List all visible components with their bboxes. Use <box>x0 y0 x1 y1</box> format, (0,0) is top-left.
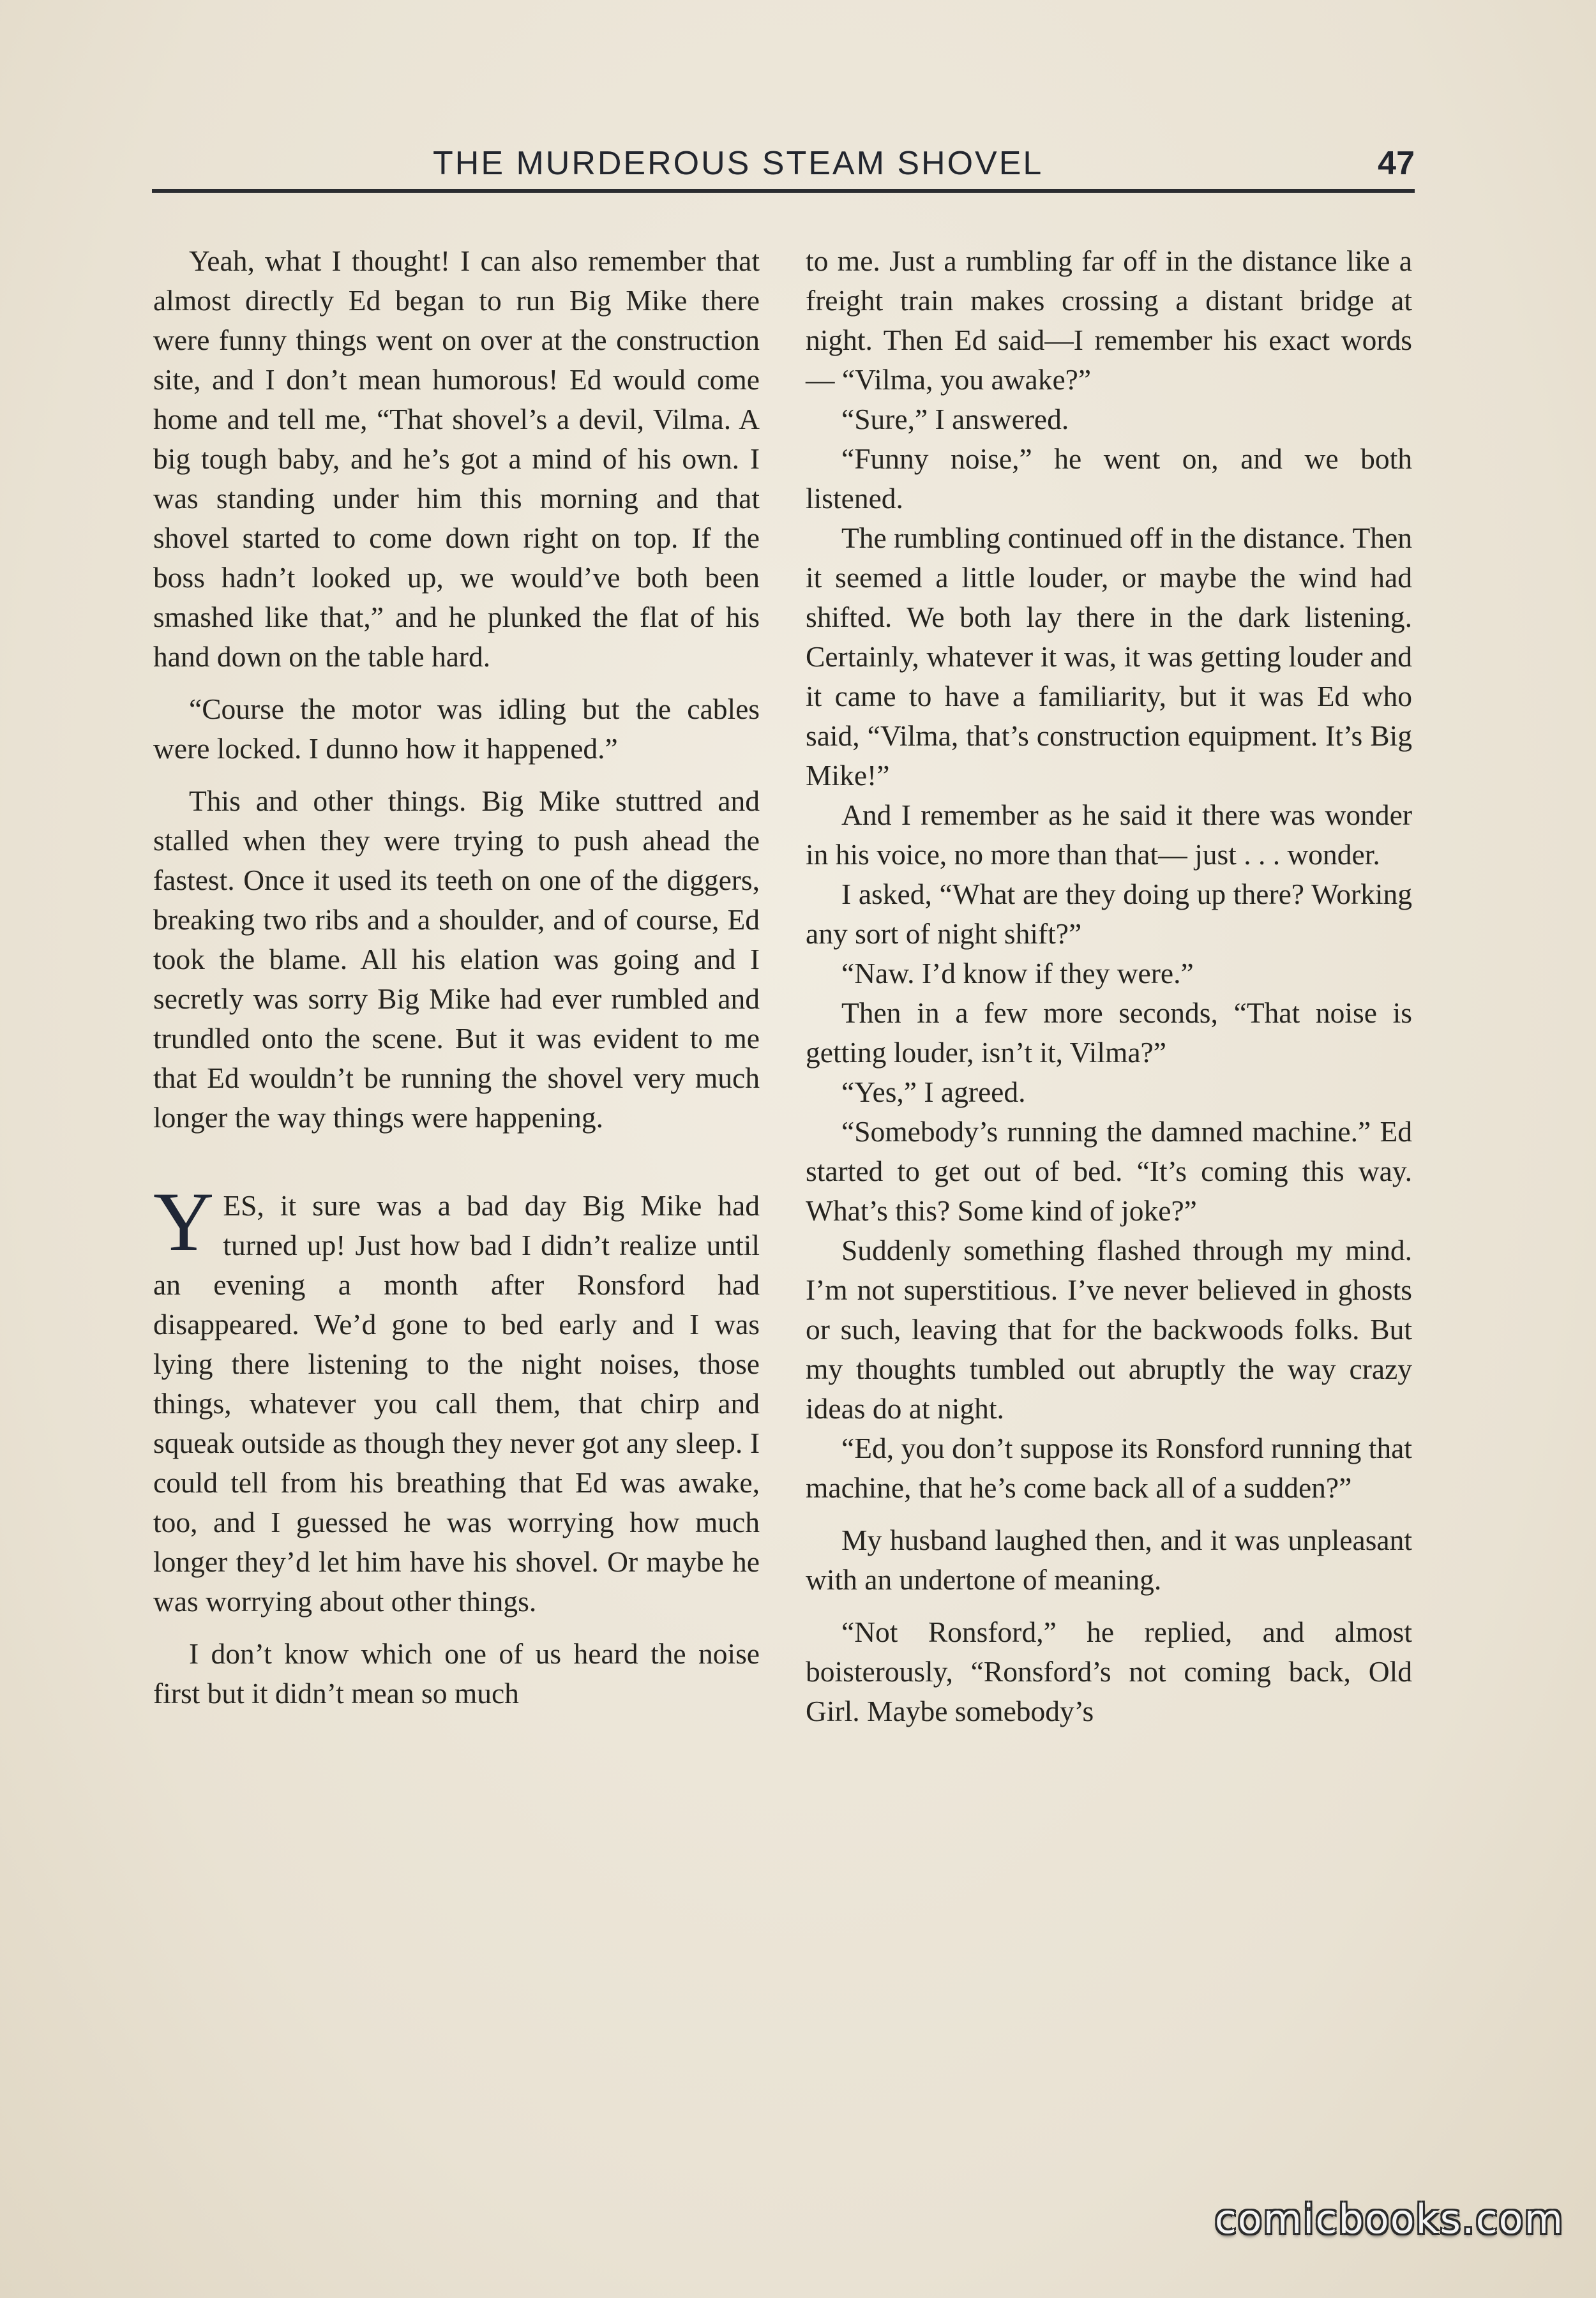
paragraph: “Naw. I’d know if they were.” <box>841 957 1194 989</box>
paragraph: I asked, “What are they doing up there? Working any sort of night shift?” <box>806 878 1412 950</box>
page-number: 47 <box>1378 145 1415 182</box>
running-title: THE MURDEROUS STEAM SHOVEL <box>433 145 1044 182</box>
paragraph: “Ed, you don’t suppose its Ronsford running that machine, that he’s come back all of a sudden?” <box>806 1432 1412 1504</box>
paragraph: “Funny noise,” he went on, and we both listened. <box>806 442 1412 514</box>
paragraph: And I remember as he said it there was wonder in his voice, no more than that— just . . . wonder. <box>806 799 1412 871</box>
left-column <box>153 241 760 1713</box>
paragraph: “Somebody’s running the damned machine.” Ed started to get out of bed. “It’s coming this way. What’s this? Some kind of joke?” <box>806 1115 1412 1227</box>
paragraph: “Course the motor was idling but the cables were locked. I dunno how it happened.” <box>153 693 760 765</box>
drop-cap: Y <box>153 1175 215 1268</box>
paragraph: The rumbling continued off in the distance. Then it seemed a little louder, or maybe the wind had shifted. We both lay there in the dark listening. Certainly, whatever it was, it was getting louder and it came to have a familiarity, but it was Ed who said, “Vilma, that’s construction equipment. It’s Big Mike!” <box>806 522 1412 792</box>
header-rule <box>152 189 1415 193</box>
paragraph: My husband laughed then, and it was unpleasant with an undertone of meaning. <box>806 1524 1412 1596</box>
right-column <box>806 241 1412 1731</box>
paragraph: “Sure,” I answered. <box>841 403 1069 435</box>
paragraph-continued: to me. Just a rumbling far off in the distance like a freight train makes crossing a distant bridge at night. Then Ed said—I remember his exact words— “Vilma, you awake?” <box>806 244 1412 396</box>
site-watermark: comicbooks.com <box>1214 2196 1564 2242</box>
paragraph: Yeah, what I thought! I can also remember that almost directly Ed began to run Big Mike there were funny things went on over at the construction site, and I don’t mean humorous! Ed would come home and tell me, “That shovel’s a devil, Vilma. A big tough baby, and he’s got a mind of his own. I was standing under him this morning and that shovel started to come down right on top. If the boss hadn’t looked up, we would’ve both been smashed like that,” and he plunked the flat of his hand down on the table hard. <box>153 244 760 673</box>
running-head <box>152 139 1415 192</box>
section-start-paragraph <box>153 1175 760 1621</box>
paragraph: “Yes,” I agreed. <box>841 1076 1026 1108</box>
paragraph: “Not Ronsford,” he replied, and almost boisterously, “Ronsford’s not coming back, Old Girl. Maybe somebody’s <box>806 1616 1412 1727</box>
paragraph: I don’t know which one of us heard the noise first but it didn’t mean so much <box>153 1637 760 1709</box>
paragraph: Then in a few more seconds, “That noise is getting louder, isn’t it, Vilma?” <box>806 996 1412 1069</box>
paragraph-text: ES, it sure was a bad day Big Mike had turned up! Just how bad I didn’t realize until an evening a month after Ronsford had disappeared. We’d gone to bed early and I was lying there listening to the night noises, those things, whatever you call them, that chirp and squeak outside as though they never got any sleep. I could tell from his breathing that Ed was awake, too, and I guessed he was worrying how much longer they’d let him have his shovel. Or maybe he was worrying about other things. <box>153 1189 760 1618</box>
paragraph: Suddenly something flashed through my mind. I’m not superstitious. I’ve never believed in ghosts or such, leaving that for the backwoods folks. But my thoughts tumbled out abruptly the way crazy ideas do at night. <box>806 1234 1412 1425</box>
paragraph: This and other things. Big Mike stuttred and stalled when they were trying to push ahead the fastest. Once it used its teeth on one of the diggers, breaking two ribs and a shoulder, and of course, Ed took the blame. All his elation was going and I secretly was sorry Big Mike had ever rumbled and trundled onto the scene. But it was evident to me that Ed wouldn’t be running the shovel very much longer the way things were happening. <box>153 785 760 1134</box>
